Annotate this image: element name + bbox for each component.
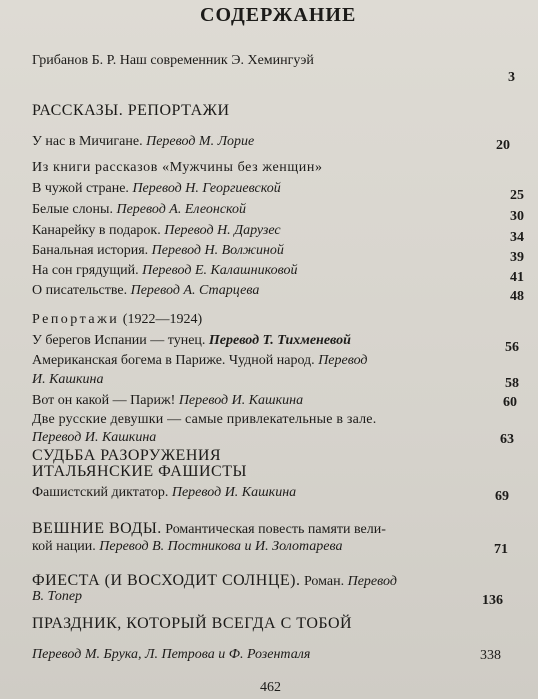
entry-title: Белые слоны. <box>32 202 113 217</box>
entry-page: 338 <box>480 648 501 663</box>
toc-entry <box>32 283 259 299</box>
toc-entry <box>32 202 246 218</box>
entry-page: 56 <box>505 340 519 355</box>
heading-disarmament: СУДЬБА РАЗОРУЖЕНИЯ <box>32 447 222 464</box>
preface-author: Грибанов Б. Р. <box>32 53 117 68</box>
toc-entry-tuna <box>32 333 351 349</box>
entry-page: 20 <box>496 138 510 153</box>
entry-page: 136 <box>482 593 503 608</box>
entry-continuation <box>32 539 342 555</box>
entry-continuation <box>32 430 156 446</box>
entry-title: Канарейку в подарок. <box>32 223 161 238</box>
entry-title: Банальная история. <box>32 243 149 258</box>
entry-translator: Перевод <box>347 574 397 589</box>
entry-title: В чужой стране. <box>32 181 129 196</box>
entry-translator: Перевод Е. Калашниковой <box>142 263 298 278</box>
page-number: 462 <box>260 680 281 695</box>
collection-heading: Из книги рассказов «Мужчины без женщин» <box>32 160 323 175</box>
preface-entry <box>32 53 314 69</box>
preface-text: Наш современник Э. Хемингуэй <box>119 53 314 68</box>
entry-title: ВЕШНИЕ ВОДЫ. <box>32 520 162 537</box>
entry-translator: Перевод А. Старцева <box>130 283 260 298</box>
entry-translator: Перевод Н. Дарузес <box>164 223 281 238</box>
entry-page: 69 <box>495 489 509 504</box>
entry-title: У берегов Испании — тунец. <box>32 333 206 348</box>
page-title: СОДЕРЖАНИЕ <box>200 4 357 26</box>
entry-translator: Перевод И. Кашкина <box>178 393 304 408</box>
entry-title: О писательстве. <box>32 283 128 298</box>
entry-title: На сон грядущий. <box>32 263 139 278</box>
section-heading-stories: РАССКАЗЫ. РЕПОРТАЖИ <box>32 102 230 119</box>
entry-page: 39 <box>510 250 524 265</box>
toc-entry-torrents <box>32 520 386 538</box>
entry-title: Вот он какой — Париж! <box>32 393 176 408</box>
entry-title: ФИЕСТА (И ВОСХОДИТ СОЛНЦЕ). <box>32 572 301 589</box>
entry-page: 25 <box>510 188 524 203</box>
entry-title: Две русские девушки — самые привлекательные в зале. <box>32 412 377 427</box>
toc-entry-feast-title: ПРАЗДНИК, КОТОРЫЙ ВСЕГДА С ТОБОЙ <box>32 615 353 632</box>
toc-entry <box>32 181 281 197</box>
entry-translator: Перевод И. Кашкина <box>171 485 297 500</box>
entry-description: Роман. <box>303 574 345 589</box>
toc-entry-girls <box>32 412 376 428</box>
entry-page: 71 <box>494 542 508 557</box>
entry-page: 34 <box>510 230 524 245</box>
toc-entry-michigan <box>32 134 254 150</box>
entry-translator: Перевод М. Лорие <box>146 134 255 149</box>
heading-fascists: ИТАЛЬЯНСКИЕ ФАШИСТЫ <box>32 463 247 480</box>
entry-page: 30 <box>510 209 524 224</box>
entry-continuation <box>32 372 103 388</box>
entry-title: Фашистский диктатор. <box>32 485 169 500</box>
toc-entry-fiesta <box>32 572 397 590</box>
toc-entry-bohemia <box>32 353 368 369</box>
entry-title: Американская богема в Париже. Чудной народ. <box>32 353 315 368</box>
preface-page: 3 <box>508 70 515 85</box>
toc-entry-feast <box>32 647 310 663</box>
entry-continuation <box>32 589 82 605</box>
entry-description: Романтическая повесть памяти вели- <box>165 522 386 537</box>
entry-translator: Перевод <box>318 353 368 368</box>
entry-translator: И. Кашкина <box>32 372 104 387</box>
entry-translator: В. Топер <box>32 589 83 604</box>
entry-title: У нас в Мичигане. <box>32 134 143 149</box>
reports-heading <box>32 312 202 328</box>
toc-entry <box>32 223 281 239</box>
entry-translator: Перевод А. Елеонской <box>116 202 247 217</box>
entry-translator: Перевод Н. Георгиевской <box>132 181 281 196</box>
entry-page: 60 <box>503 395 517 410</box>
toc-entry <box>32 263 297 279</box>
entry-translator: Перевод М. Брука, Л. Петрова и Ф. Розенталя <box>32 647 311 662</box>
reports-label: Репортажи <box>32 312 120 327</box>
entry-page: 63 <box>500 432 514 447</box>
reports-years: (1922—1924) <box>122 312 203 327</box>
entry-page: 48 <box>510 289 524 304</box>
entry-description: кой нации. <box>32 539 96 554</box>
entry-translator: Перевод Т. Тихменевой <box>208 333 351 348</box>
entry-translator: Перевод И. Кашкина <box>32 430 157 445</box>
entry-page: 41 <box>510 270 524 285</box>
entry-translator: Перевод Н. Волжиной <box>151 243 284 258</box>
toc-entry-paris <box>32 393 303 409</box>
entry-page: 58 <box>505 376 519 391</box>
entry-translator: Перевод В. Постникова и И. Золотарева <box>99 539 343 554</box>
toc-entry-dictator <box>32 485 296 501</box>
toc-entry <box>32 243 284 259</box>
